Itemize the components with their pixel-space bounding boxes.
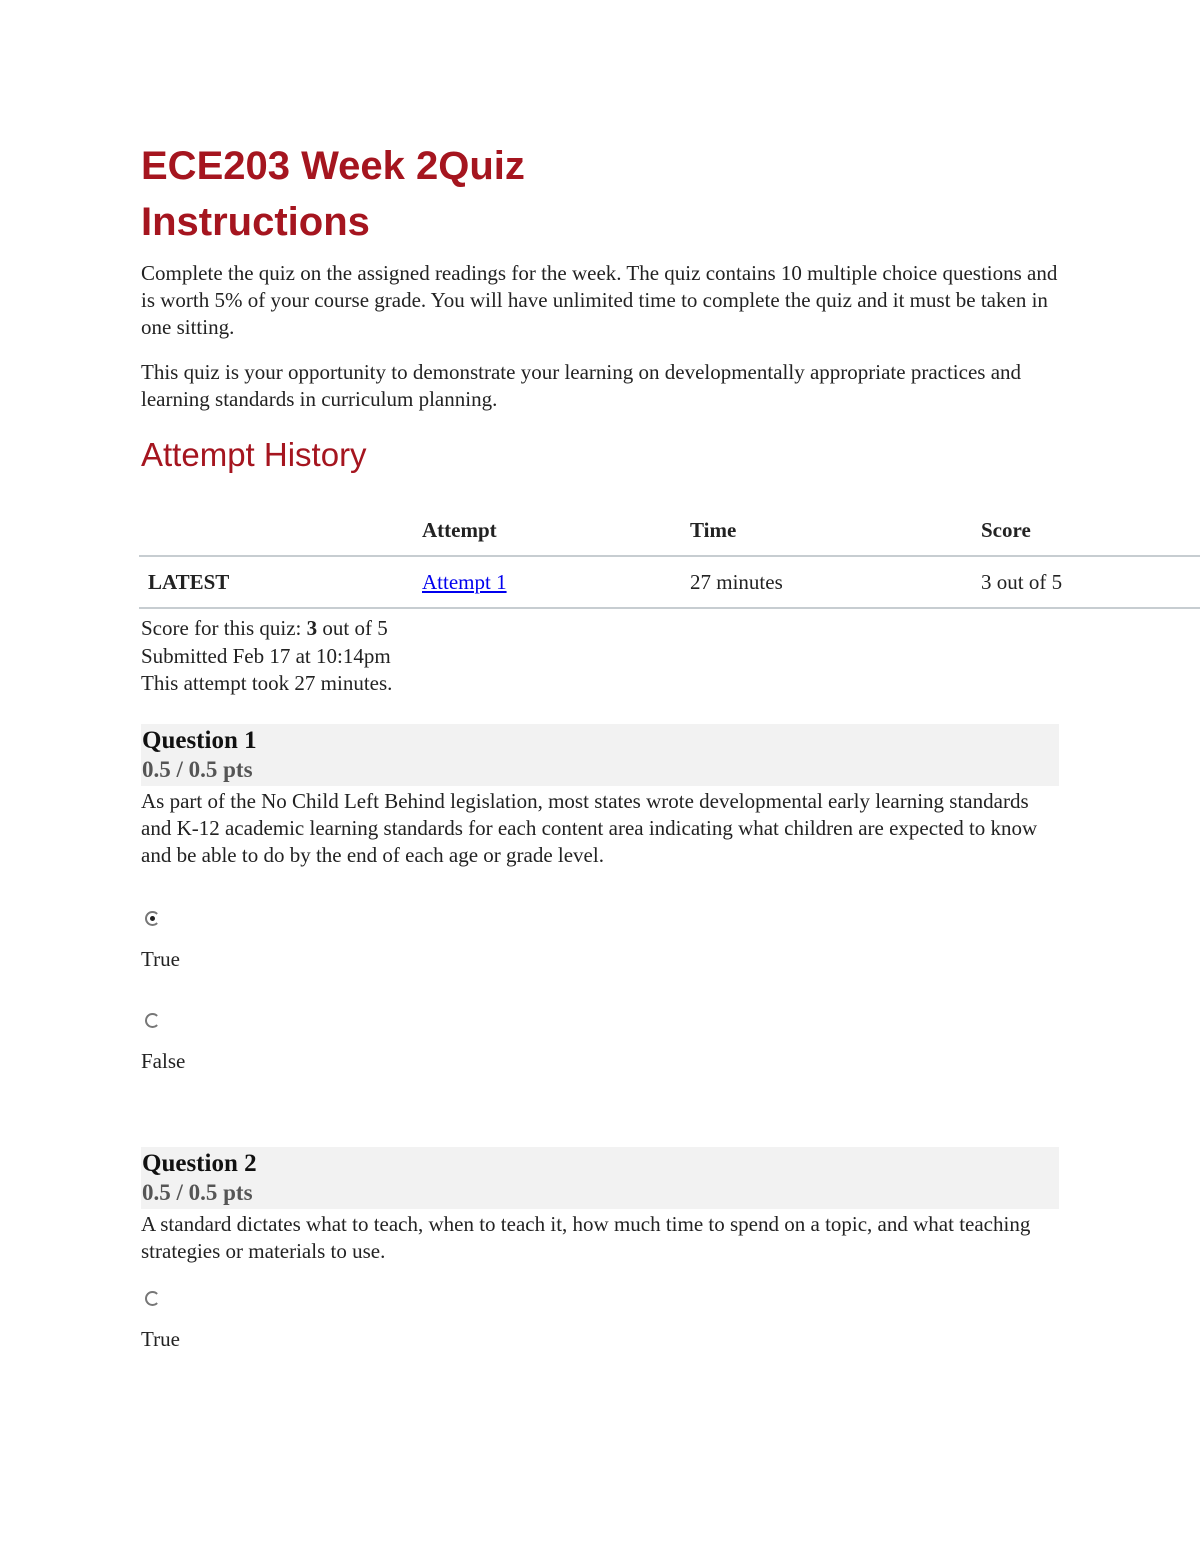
score-line [141,615,1200,643]
score-prefix: Score for this quiz: [141,616,307,640]
page-subtitle: Instructions [141,200,370,244]
answer-option-true[interactable] [141,911,1200,973]
attempt-cell [422,556,690,608]
question-title: Question 1 [142,726,257,754]
question-text: As part of the No Child Left Behind legislation, most states wrote developmental early learning standards and K-12 academic learning standards for each content area indicating what children are expected to know and be able to do by the end of each age or grade level. [141,788,1038,867]
quiz-page [141,140,1200,1353]
question-points: 0.5 / 0.5 pts [142,756,253,782]
column-header-attempt: Attempt [422,505,690,556]
answer-option-true[interactable] [141,1291,1200,1353]
attempt-history-table [139,505,1200,609]
column-header-time: Time [690,505,981,556]
table-row [139,556,1200,608]
score-value: 3 [306,616,318,640]
submitted-line: Submitted Feb 17 at 10:14pm [141,643,391,668]
attempt-history-heading: Attempt History [141,436,367,473]
question-title: Question 2 [142,1149,257,1177]
instructions-paragraph-1: Complete the quiz on the assigned readings for the week. The quiz contains 10 multiple choice questions and is worth 5% of your course grade. You will have unlimited time to complete the quiz and it must be taken in one sitting. [141,261,1058,339]
score-cell: 3 out of 5 [981,556,1200,608]
page-title: ECE203 Week 2Quiz [141,144,525,188]
radio-unselected-icon[interactable] [145,1291,160,1306]
answer-label: True [141,1326,180,1351]
question-1 [141,724,1200,1075]
score-suffix: out of 5 [317,616,388,640]
attempt-1-link[interactable]: Attempt 1 [422,569,507,594]
table-header-row [139,505,1200,556]
question-text: A standard dictates what to teach, when to teach it, how much time to spend on a topic, and what teaching strategies or materials to use. [141,1211,1031,1263]
answer-label: False [141,1048,186,1073]
column-header-score: Score [981,505,1200,556]
question-2 [141,1147,1200,1353]
latest-label: LATEST [139,556,422,608]
question-header [141,724,1059,786]
radio-unselected-icon[interactable] [145,1013,160,1028]
question-points: 0.5 / 0.5 pts [142,1179,253,1205]
instructions-paragraph-2: This quiz is your opportunity to demonstrate your learning on developmentally appropriate practices and learning standards in curriculum planning. [141,360,1022,411]
question-header [141,1147,1059,1209]
duration-line: This attempt took 27 minutes. [141,671,393,695]
answer-label: True [141,946,180,971]
radio-selected-icon[interactable] [145,911,160,926]
column-header-blank [139,505,422,556]
time-cell: 27 minutes [690,556,981,608]
quiz-summary [141,615,1200,698]
answer-option-false[interactable] [141,1013,1200,1075]
